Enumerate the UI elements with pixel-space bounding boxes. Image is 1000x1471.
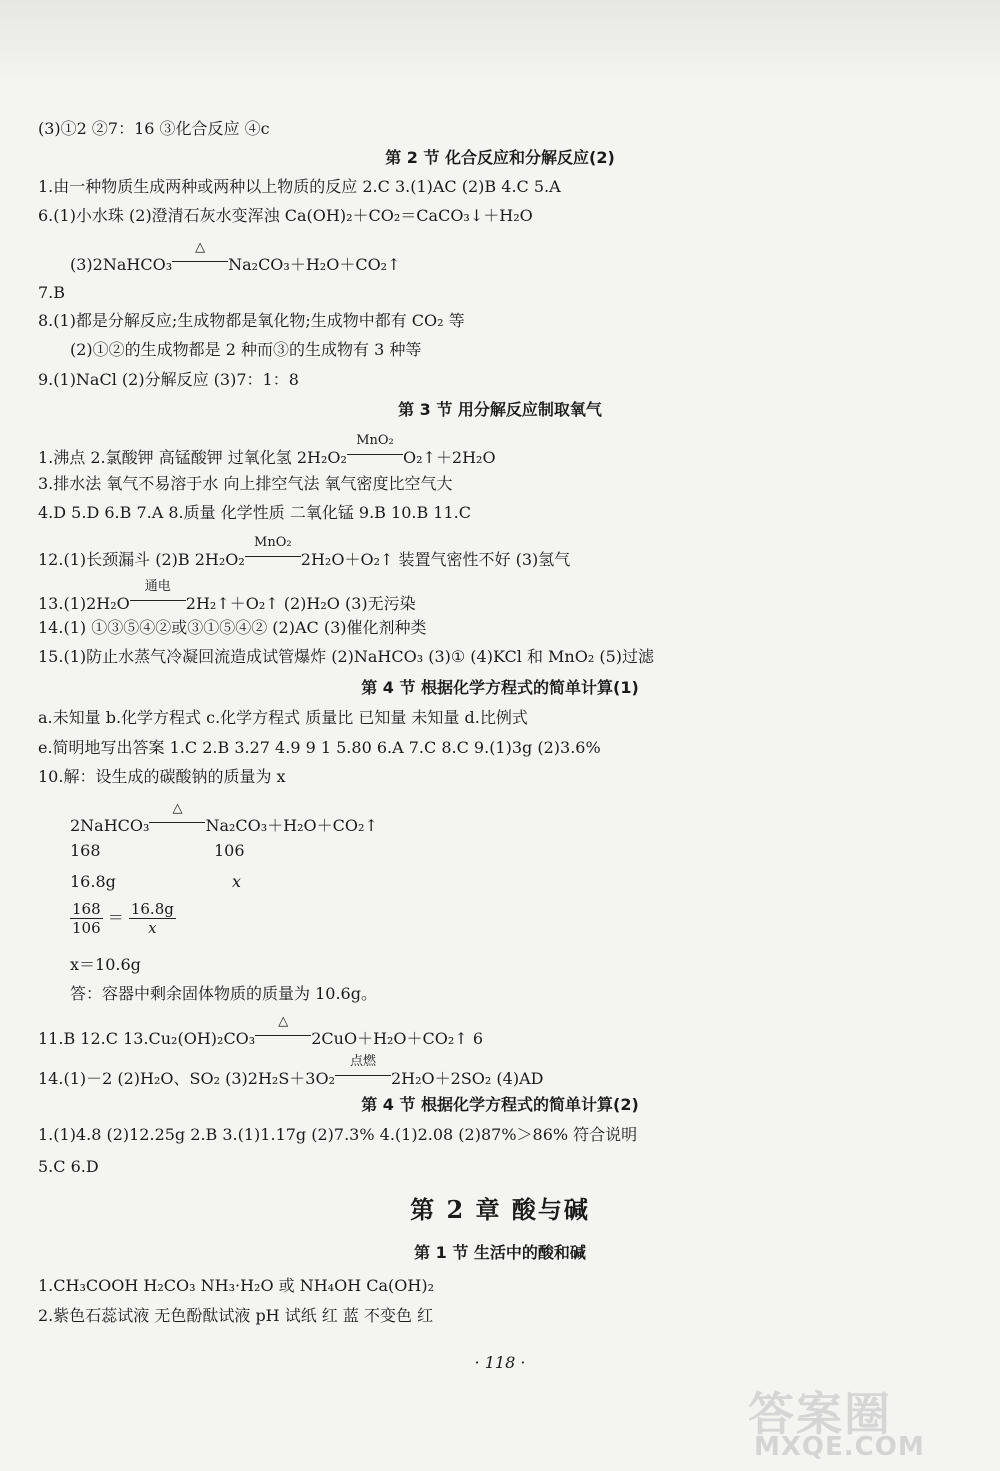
reaction-arrow	[347, 433, 403, 463]
answer-line: 9.(1)NaCl (2)分解反应 (3)7：1：8	[38, 370, 299, 389]
reactant: 13.(1)2H₂O	[38, 594, 130, 613]
reactant: 11.B 12.C 13.Cu₂(OH)₂CO₃	[38, 1029, 256, 1048]
section-heading: 第 1 节 生活中的酸和碱	[414, 1243, 586, 1262]
answer-line: a.未知量 b.化学方程式 c.化学方程式 质量比 已知量 未知量 d.比例式	[38, 708, 528, 727]
answer-line: 7.B	[38, 283, 66, 302]
answer-line: 1.由一种物质生成两种或两种以上物质的反应 2.C 3.(1)AC (2)B 4.C 5.A	[38, 177, 561, 196]
chapter-title: 第 2 章 酸与碱	[410, 1195, 590, 1224]
reaction-arrow	[335, 1054, 391, 1084]
answer-line: 6.(1)小水珠 (2)澄清石灰水变浑浊 Ca(OH)₂＋CO₂＝CaCO₃↓＋H₂O	[38, 206, 533, 225]
reactant: 14.(1)－2 (2)H₂O、SO₂ (3)2H₂S＋3O₂	[38, 1069, 335, 1088]
reactant: (3)2NaHCO₃	[70, 255, 173, 274]
answer-line: 106	[214, 841, 245, 860]
answer-line: (2)①②的生成物都是 2 种而③的生成物有 3 种等	[70, 340, 422, 359]
answer-line: 3.排水法 氧气不易溶于水 向上排空气法 氧气密度比空气大	[38, 474, 453, 493]
equation-line	[38, 579, 416, 614]
answer-line: e.简明地写出答案 1.C 2.B 3.27 4.9 9 1 5.80 6.A 7.C 8.C 9.(1)3g (2)3.6%	[38, 738, 601, 757]
equation-line	[70, 801, 378, 836]
answer-line: 15.(1)防止水蒸气冷凝回流造成试管爆炸 (2)NaHCO₃ (3)① (4)KCl 和 MnO₂ (5)过滤	[38, 647, 654, 666]
reaction-condition: MnO₂	[356, 433, 394, 448]
answer-line: x＝10.6g	[70, 955, 141, 974]
reaction-condition: 通电	[144, 579, 171, 594]
page-number: · 118 ·	[474, 1353, 526, 1372]
denominator: 106	[72, 919, 101, 937]
proportion-line	[70, 900, 176, 937]
section-heading: 第 3 节 用分解反应制取氧气	[398, 400, 602, 419]
answer-line: 10.解：设生成的碳酸钠的质量为 x	[38, 767, 286, 786]
answer-line: (3)①2 ②7：16 ③化合反应 ④c	[38, 119, 270, 138]
reactant: 1.沸点 2.氯酸钾 高锰酸钾 过氧化氢 2H₂O₂	[38, 448, 347, 467]
equation-line	[38, 1014, 483, 1049]
reaction-arrow	[149, 801, 205, 831]
watermark-text: 答案圈	[748, 1387, 892, 1441]
product: Na₂CO₃＋H₂O＋CO₂↑	[228, 255, 401, 274]
section-heading: 第 4 节 根据化学方程式的简单计算(2)	[361, 1095, 639, 1114]
section-heading: 第 2 节 化合反应和分解反应(2)	[385, 148, 615, 167]
section-heading: 第 4 节 根据化学方程式的简单计算(1)	[361, 678, 639, 697]
product: 2H₂O＋2SO₂ (4)AD	[391, 1069, 544, 1088]
reaction-condition: △	[278, 1014, 289, 1029]
reaction-arrow	[172, 240, 228, 270]
product: 2CuO＋H₂O＋CO₂↑ 6	[311, 1029, 483, 1048]
answer-line: 16.8g	[70, 872, 116, 891]
product: O₂↑＋2H₂O	[402, 448, 496, 467]
scan-shadow	[0, 0, 1000, 80]
reaction-condition: △	[195, 240, 206, 255]
answer-line: 8.(1)都是分解反应;生成物都是氧化物;生成物中都有 CO₂ 等	[38, 311, 465, 330]
answer-line: x	[232, 872, 242, 891]
answer-line: 4.D 5.D 6.B 7.A 8.质量 化学性质 二氧化锰 9.B 10.B 11.C	[38, 503, 471, 522]
answer-line: 14.(1) ①③⑤④②或③①⑤④② (2)AC (3)催化剂种类	[38, 618, 427, 637]
equation-line	[38, 1054, 544, 1089]
reactant: 2NaHCO₃	[70, 816, 150, 835]
answer-line: 1.CH₃COOH H₂CO₃ NH₃·H₂O 或 NH₄OH Ca(OH)₂	[38, 1276, 435, 1295]
reaction-condition: 点燃	[349, 1054, 376, 1069]
equation-line	[38, 433, 496, 468]
equation-line	[38, 535, 571, 570]
reaction-arrow	[255, 1014, 311, 1044]
denominator: x	[148, 919, 157, 937]
reactant: 12.(1)长颈漏斗 (2)B 2H₂O₂	[38, 550, 245, 569]
product: 2H₂↑＋O₂↑ (2)H₂O (3)无污染	[185, 594, 416, 613]
watermark-url: MXQE.COM	[754, 1432, 925, 1462]
product: 2H₂O＋O₂↑ 装置气密性不好 (3)氢气	[300, 550, 571, 569]
numerator: 16.8g	[130, 900, 174, 918]
fraction	[129, 900, 176, 937]
watermark-logo	[748, 1378, 988, 1462]
answer-line: 5.C 6.D	[38, 1157, 99, 1176]
answer-line: 2.紫色石蕊试液 无色酚酞试液 pH 试纸 红 蓝 不变色 红	[38, 1306, 434, 1325]
reaction-condition: MnO₂	[254, 535, 292, 550]
product: Na₂CO₃＋H₂O＋CO₂↑	[205, 816, 378, 835]
answer-line: 答：容器中剩余固体物质的质量为 10.6g。	[70, 984, 377, 1003]
reaction-arrow	[130, 579, 186, 609]
answer-line: 1.(1)4.8 (2)12.25g 2.B 3.(1)1.17g (2)7.3% 4.(1)2.08 (2)87%＞86% 符合说明	[38, 1125, 638, 1144]
equation-line	[70, 240, 401, 275]
fraction	[70, 900, 103, 937]
answer-line: 168	[70, 841, 101, 860]
reaction-condition: △	[172, 801, 183, 816]
reaction-arrow	[245, 535, 301, 565]
numerator: 168	[72, 900, 101, 918]
equals-sign: ＝	[107, 908, 124, 927]
